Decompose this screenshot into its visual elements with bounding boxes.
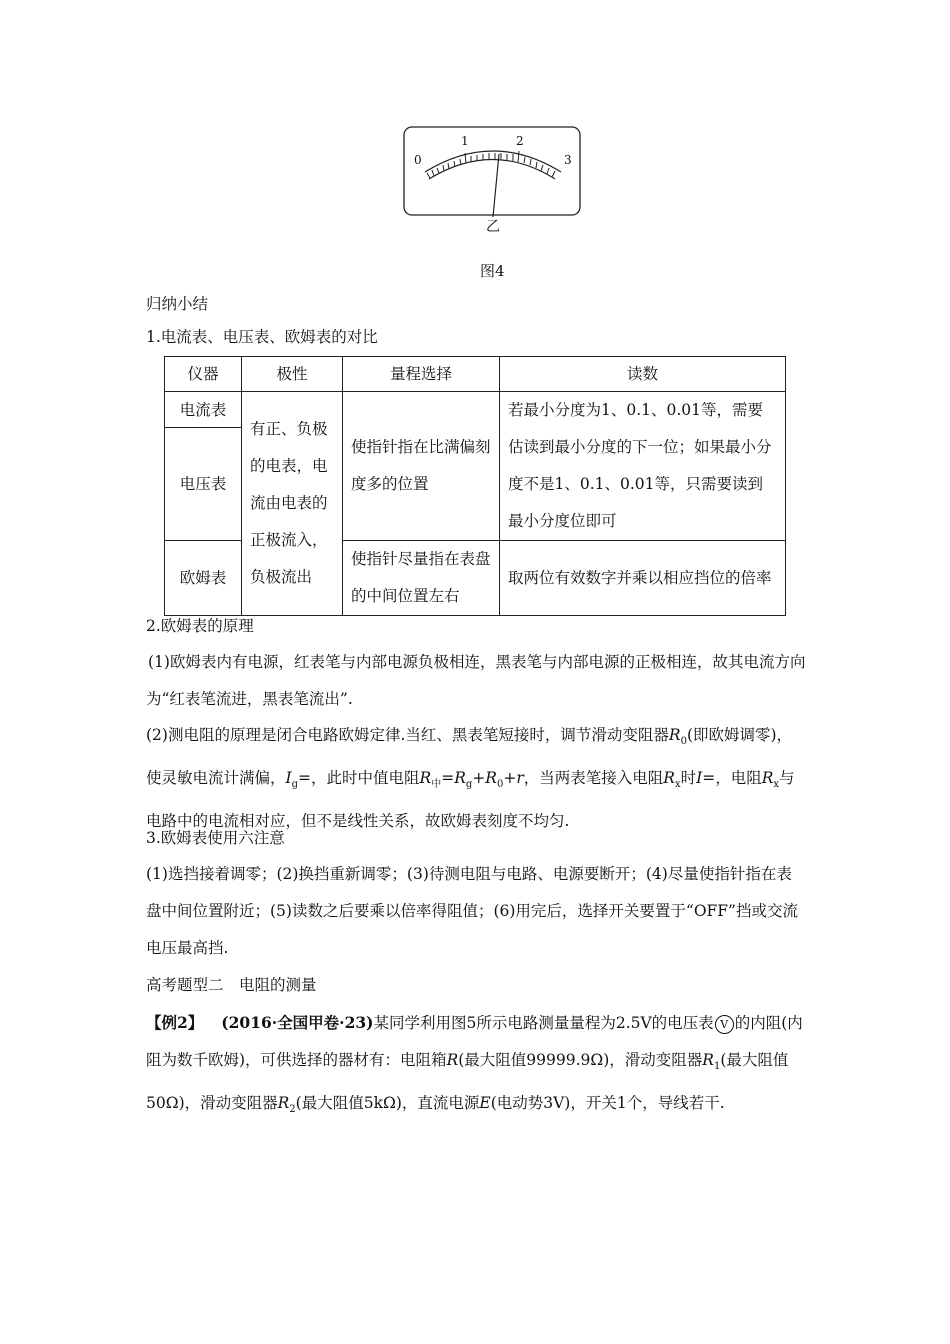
section-3-title: 3.欧姆表使用六注意 xyxy=(146,829,285,847)
p2-text-d: = xyxy=(441,769,455,788)
sym-r1: R xyxy=(702,1051,714,1069)
p2-text-j: 与电路中的电流相对应，但不是线性关系，故欧姆表刻度不均匀. xyxy=(146,769,795,831)
p2-text-g: ，当两表笔接入电阻 xyxy=(523,769,664,788)
sym-sub2: 2 xyxy=(289,1104,296,1116)
cell-range-av: 使指针指在比满偏刻度多的位置 xyxy=(343,392,500,541)
summary-heading: 归纳小结 xyxy=(146,295,209,313)
cell-polarity: 有正、负极的电表，电流由电表的正极流入，负极流出 xyxy=(242,392,343,616)
cell-voltmeter: 电压表 xyxy=(165,428,242,541)
p2-text-c: =，此时中值电阻 xyxy=(298,769,420,788)
section-2-title: 2.欧姆表的原理 xyxy=(146,617,254,635)
p2-text-a: (2)测电阻的原理是闭合电路欧姆定律.当红、黑表笔短接时，调节滑动变阻器 xyxy=(146,726,669,744)
section-1-title: 1.电流表、电压表、欧姆表的对比 xyxy=(146,328,378,346)
scale-label-2: 2 xyxy=(516,134,524,148)
p2-text-f: + xyxy=(503,769,517,788)
cell-range-ohm: 使指针尽量指在表盘的中间位置左右 xyxy=(343,541,500,616)
figure-sublabel: 乙 xyxy=(486,219,500,235)
example-tag: 【例2】 xyxy=(146,1013,204,1032)
figure-caption: 图4 xyxy=(480,262,505,280)
paragraph-1 xyxy=(146,644,806,718)
scale-label-1: 1 xyxy=(461,134,469,148)
paragraph-1-text: (1)欧姆表内有电源，红表笔与内部电源负极相连，黑表笔与内部电源的正极相连，故其电流方向为“红表笔流进，黑表笔流出”. xyxy=(146,653,806,708)
sym-rx: R xyxy=(663,769,675,788)
sym-sub1: 1 xyxy=(713,1061,721,1073)
paragraph-3: (1)选挡接着调零；(2)换挡重新调零；(3)待测电阻与电路、电源要断开；(4)尽量使指针指在表盘中间位置附近；(5)读数之后要乘以倍率得阻值；(6)用完后，选择开关要置于“OFF”挡或交流电压最高挡. xyxy=(146,865,798,957)
table-row xyxy=(165,392,786,428)
sym-sub0: 0 xyxy=(680,736,687,748)
paragraph-2: (2)测电阻的原理是闭合电路欧姆定律.当红、黑表笔短接时，调节滑动变阻器$R_0$(即欧姆调零)，使灵敏电流计满偏，$I_g=$，此时中值电阻$R_中=R_g+R_0+r$，当两表笔接入电阻$R_x$时I=，电阻$R_x$与电路中的电流相对应，但不是线性关系，故欧姆表刻度不均匀. xyxy=(146,726,795,831)
cell-ammeter: 电流表 xyxy=(165,392,242,428)
example-source: (2016·全国甲卷·23) xyxy=(221,1013,374,1032)
example-text-d: (最大阻值50Ω)，滑动变阻器 xyxy=(146,1051,789,1113)
sym-i: I xyxy=(696,769,703,788)
header-instrument: 仪器 xyxy=(165,357,242,392)
example-text-e: (最大阻值5kΩ)，直流电源 xyxy=(295,1094,480,1113)
header-range: 量程选择 xyxy=(343,357,500,392)
sym-r0: R xyxy=(668,726,681,744)
sym-r2: R xyxy=(277,1094,290,1113)
sym-subg: g xyxy=(291,779,299,791)
sym-rmid: R xyxy=(419,769,432,788)
p2-text-h: 时 xyxy=(680,769,697,788)
header-polarity: 极性 xyxy=(242,357,343,392)
p2-text-e: + xyxy=(472,769,486,788)
p2-text-i: =，电阻 xyxy=(702,769,762,788)
example-text-b: 的内阻(内阻为数千欧姆)，可供选择的器材有：电阻箱 xyxy=(146,1014,803,1069)
example-text-c: (最大阻值99999.9Ω)，滑动变阻器 xyxy=(458,1051,703,1069)
example-text-f: (电动势3V)，开关1个，导线若干. xyxy=(490,1094,725,1113)
cell-reading-ohm: 取两位有效数字并乘以相应挡位的倍率 xyxy=(500,541,786,616)
sym-subx: x xyxy=(674,779,681,791)
scale-label-0: 0 xyxy=(414,153,422,167)
sym-r0b: R xyxy=(485,769,497,788)
sym-e: E xyxy=(479,1094,491,1113)
cell-ohmmeter: 欧姆表 xyxy=(165,541,242,616)
type-2-title: 高考题型二 电阻的测量 xyxy=(146,976,317,994)
scale-label-3: 3 xyxy=(564,153,572,167)
sym-r: r xyxy=(516,769,524,788)
sym-ig: I xyxy=(285,769,292,788)
example-text-a: 某同学利用图5所示电路测量量程为2.5V的电压表 xyxy=(373,1014,714,1032)
sym-rg: R xyxy=(454,769,466,788)
sym-r-box: R xyxy=(446,1051,459,1069)
sym-submid: 中 xyxy=(431,779,442,791)
header-reading: 读数 xyxy=(500,357,786,392)
voltmeter-symbol-icon: V xyxy=(715,1015,734,1034)
p2-text-b: (即欧姆调零)，使灵敏电流计满偏， xyxy=(146,726,793,788)
comparison-table xyxy=(164,356,786,616)
table-header-row xyxy=(165,357,786,392)
cell-reading-av: 若最小分度为1、0.1、0.01等，需要估读到最小分度的下一位；如果最小分度不是1、0.1、0.01等，只需要读到最小分度位即可 xyxy=(500,392,786,541)
example-2 xyxy=(146,1004,806,1128)
